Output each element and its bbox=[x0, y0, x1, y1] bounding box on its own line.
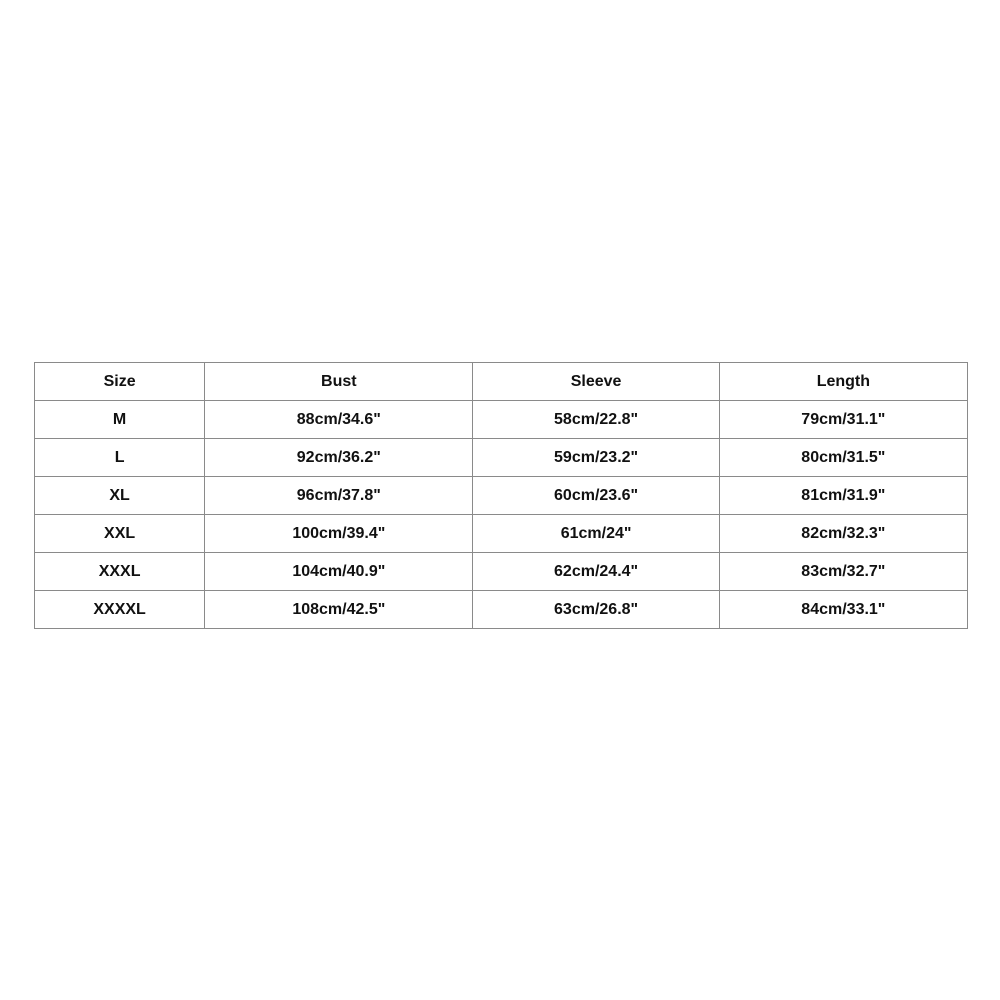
cell-size: XXL bbox=[35, 515, 205, 553]
cell-sleeve: 61cm/24" bbox=[473, 515, 719, 553]
header-sleeve: Sleeve bbox=[473, 363, 719, 401]
cell-size: XXXXL bbox=[35, 591, 205, 629]
cell-size: XXXL bbox=[35, 553, 205, 591]
cell-bust: 100cm/39.4" bbox=[205, 515, 473, 553]
cell-sleeve: 60cm/23.6" bbox=[473, 477, 719, 515]
cell-length: 83cm/32.7" bbox=[719, 553, 967, 591]
cell-bust: 96cm/37.8" bbox=[205, 477, 473, 515]
cell-sleeve: 59cm/23.2" bbox=[473, 439, 719, 477]
cell-size: L bbox=[35, 439, 205, 477]
cell-length: 80cm/31.5" bbox=[719, 439, 967, 477]
size-chart-table bbox=[34, 362, 968, 629]
cell-length: 81cm/31.9" bbox=[719, 477, 967, 515]
header-length: Length bbox=[719, 363, 967, 401]
table-row bbox=[35, 439, 968, 477]
table-row bbox=[35, 591, 968, 629]
header-size: Size bbox=[35, 363, 205, 401]
header-bust: Bust bbox=[205, 363, 473, 401]
cell-sleeve: 63cm/26.8" bbox=[473, 591, 719, 629]
cell-bust: 104cm/40.9" bbox=[205, 553, 473, 591]
cell-size: M bbox=[35, 401, 205, 439]
cell-length: 79cm/31.1" bbox=[719, 401, 967, 439]
cell-bust: 108cm/42.5" bbox=[205, 591, 473, 629]
cell-sleeve: 58cm/22.8" bbox=[473, 401, 719, 439]
cell-bust: 92cm/36.2" bbox=[205, 439, 473, 477]
cell-length: 82cm/32.3" bbox=[719, 515, 967, 553]
cell-size: XL bbox=[35, 477, 205, 515]
table-row bbox=[35, 553, 968, 591]
cell-length: 84cm/33.1" bbox=[719, 591, 967, 629]
cell-bust: 88cm/34.6" bbox=[205, 401, 473, 439]
table-row bbox=[35, 477, 968, 515]
table-row bbox=[35, 515, 968, 553]
table-row bbox=[35, 401, 968, 439]
table-header-row bbox=[35, 363, 968, 401]
cell-sleeve: 62cm/24.4" bbox=[473, 553, 719, 591]
